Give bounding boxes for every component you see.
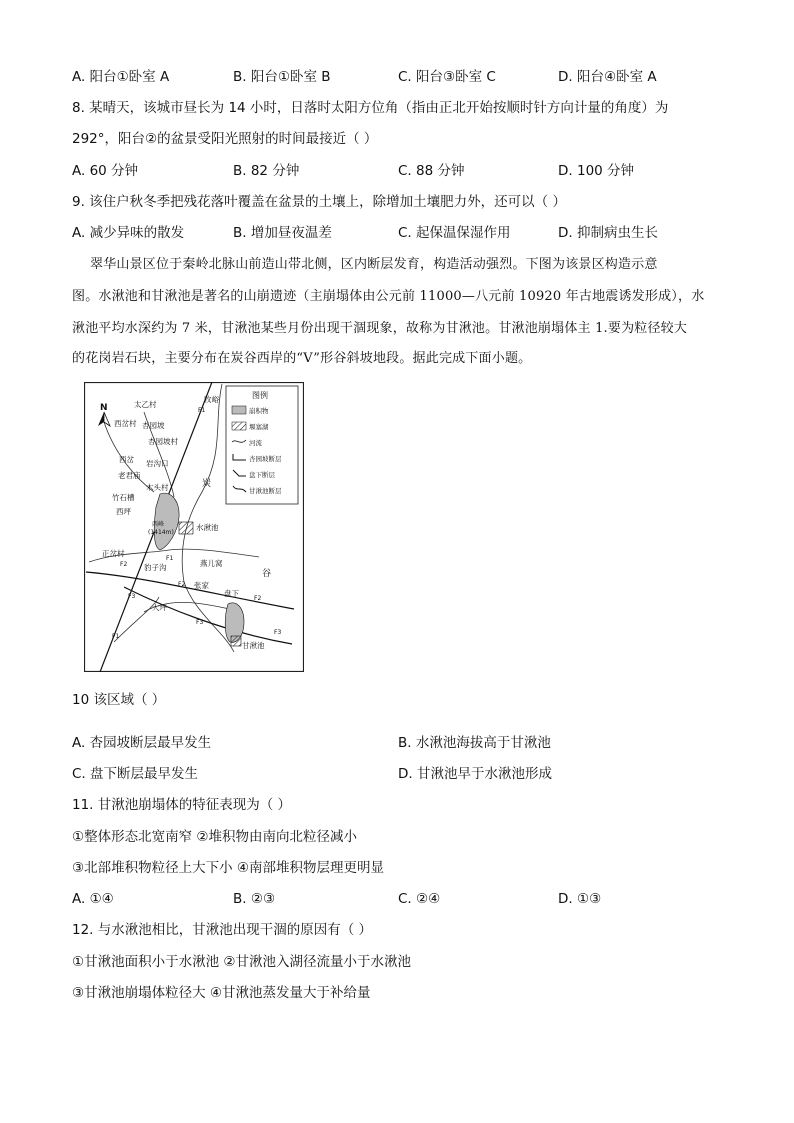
q10-stem: 10 该区域（ ） [72, 692, 166, 708]
map-legend [226, 386, 298, 504]
passage-line-2: 图。水湫池和甘湫池是著名的山崩遗迹（主崩塌体由公元前 11000—八元前 10920 年古地震诱发形成），水 [72, 289, 705, 304]
q9-option-a: A. 减少异味的散发 [72, 225, 185, 241]
q11-option-c: C. ②④ [398, 891, 441, 907]
place-zhangjia: 张家 [194, 581, 209, 590]
passage-line-3: 湫池平均水深约为 7 米，甘湫池某些月份出现干涸现象，故称为甘湫池。甘湫池崩塌体主 1.要为粒径较大 [72, 321, 688, 336]
q7-option-c: C. 阳台③卧室 C [398, 69, 496, 85]
q8-option-d: D. 100 分钟 [558, 163, 635, 179]
fault-label-f2-east: F2 [254, 595, 262, 602]
place-xingyuanpo: 杏园坡 [142, 421, 165, 430]
q7-option-d: D. 阳台④卧室 A [558, 69, 657, 85]
place-taiyi: 太乙村 [134, 400, 157, 409]
q10-option-b: B. 水湫池海拔高于甘湫池 [398, 735, 551, 751]
q8-stem-line2: 292°，阳台②的盆景受阳光照射的时间最接近（ ） [72, 131, 378, 147]
q9-option-d: D. 抑制病虫生长 [558, 225, 658, 241]
place-xicha: 西岔 [119, 455, 134, 464]
q11-stem: 11. 甘湫池崩塌体的特征表现为（ ） [72, 797, 292, 813]
place-muyu: 牧峪 [204, 395, 219, 404]
place-gu: 谷 [262, 569, 272, 579]
fault-label-f1-mid: F1 [166, 555, 174, 562]
place-yanerwo: 燕儿窝 [200, 559, 223, 568]
q9-option-b: B. 增加昼夜温差 [233, 225, 332, 241]
q12-statement-line1: ①甘湫池面积小于水湫池 ②甘湫池入湖径流量小于水湫池 [72, 954, 411, 970]
legend-item-5: 盘下断层 [249, 471, 275, 479]
q7-option-b: B. 阳台①卧室 B [233, 69, 331, 85]
legend-item-3: 河流 [249, 439, 262, 447]
lake-ganqiu [231, 636, 241, 646]
legend-swatch-deposit [232, 406, 246, 414]
q8-option-a: A. 60 分钟 [72, 163, 139, 179]
place-mutoucun: 木头村 [146, 483, 169, 492]
place-laojunmiao: 老君庙 [118, 471, 141, 480]
place-panxia: 盘下 [224, 589, 239, 598]
place-xifeng: 西峰 [152, 521, 165, 528]
legend-title: 图例 [252, 391, 268, 400]
fault-label-f1-south: F1 [112, 633, 120, 640]
legend-swatch-lake [232, 422, 246, 430]
place-yangoukou: 岩沟口 [146, 459, 169, 468]
legend-item-2: 堰塞湖 [249, 423, 269, 431]
q11-statement-line2: ③北部堆积物粒径上大下小 ④南部堆积物层理更明显 [72, 860, 384, 876]
geologic-structure-map [84, 382, 304, 672]
place-xingyuanpocun: 杏园坡村 [148, 437, 178, 446]
place-zhengchacun: 正岔村 [102, 549, 125, 558]
q10-option-a: A. 杏园坡断层最早发生 [72, 735, 212, 751]
legend-item-4: 杏园坡断层 [249, 455, 282, 463]
q12-statement-line2: ③甘湫池崩塌体粒径大 ④甘湫池蒸发量大于补给量 [72, 985, 371, 1001]
q7-option-a: A. 阳台①卧室 A [72, 69, 170, 85]
q10-option-d: D. 甘湫池早于水湫池形成 [398, 766, 552, 782]
q8-option-c: C. 88 分钟 [398, 163, 465, 179]
place-ganqiuchi: 甘湫池 [242, 641, 265, 650]
q11-option-a: A. ①④ [72, 891, 114, 907]
place-baozigou: 豹子沟 [144, 563, 167, 572]
place-zhushicao: 竹石槽 [112, 493, 135, 502]
fault-label-f2-west: F2 [120, 561, 128, 568]
q11-statement-line1: ①整体形态北宽南窄 ②堆积物由南向北粒径减小 [72, 829, 357, 845]
lake-shuiqiu [179, 522, 193, 534]
passage-line-1: 翠华山景区位于秦岭北脉山前造山带北侧，区内断层发育，构造活动强烈。下图为该景区构造示意 [90, 257, 658, 272]
fault-label-f1-north: F1 [198, 407, 206, 414]
place-xichacun: 西岔村 [114, 419, 137, 428]
q11-option-d: D. ①③ [558, 891, 602, 907]
q9-stem: 9. 该住户秋冬季把残花落叶覆盖在盆景的土壤上，除增加土壤肥力外，还可以（ ） [72, 194, 566, 210]
q12-stem: 12. 与水湫池相比，甘湫池出现干涸的原因有（ ） [72, 922, 373, 938]
place-shuiqiuchi: 水湫池 [196, 523, 219, 532]
q9-option-c: C. 起保温保湿作用 [398, 225, 511, 241]
fault-label-f3-east: F3 [274, 629, 282, 636]
legend-item-1: 崩积物 [249, 407, 269, 415]
passage-line-4: 的花岗岩石块，主要分布在炭谷西岸的“V”形谷斜坡地段。据此完成下面小题。 [72, 351, 532, 366]
legend-item-6: 甘湫池断层 [249, 487, 282, 495]
place-xifeng-elev: (1414m) [148, 529, 174, 536]
north-label: N [100, 403, 108, 413]
place-daping: 大坪 [152, 603, 167, 612]
fault-label-f3-west: F3 [128, 593, 136, 600]
place-tan: 炭 [202, 479, 212, 489]
q8-stem-line1: 8. 某晴天，该城市昼长为 14 小时，日落时太阳方位角（指由正北开始按顺时针方向计量的角度）为 [72, 100, 669, 116]
q10-option-c: C. 盘下断层最早发生 [72, 766, 199, 782]
q8-option-b: B. 82 分钟 [233, 163, 300, 179]
fault-label-f3-mid: F3 [196, 619, 204, 626]
place-xiping: 西坪 [116, 507, 131, 516]
q11-option-b: B. ②③ [233, 891, 276, 907]
fault-label-f2-mid: F2 [178, 581, 186, 588]
